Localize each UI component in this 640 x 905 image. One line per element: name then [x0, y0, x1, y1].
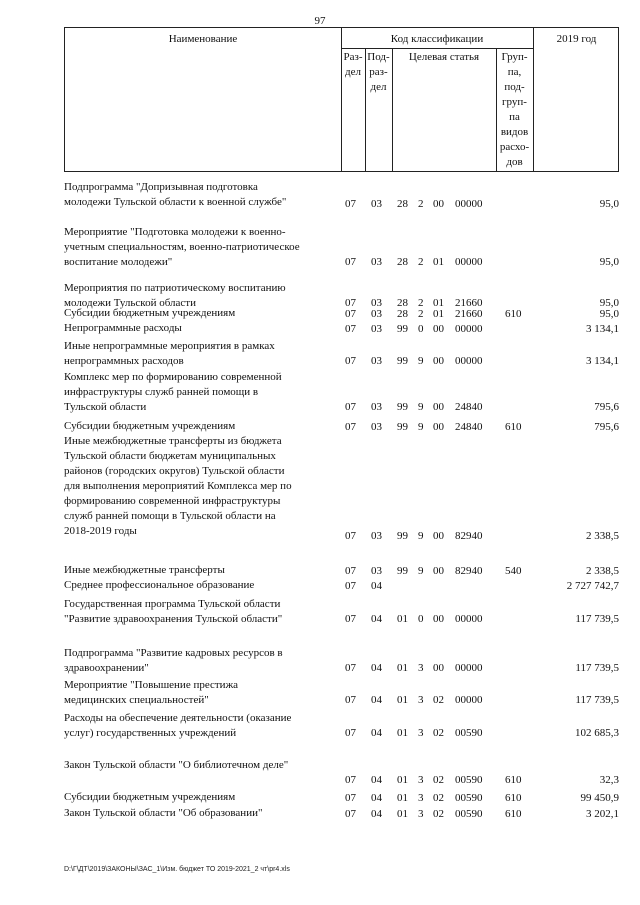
- cell-t2: 2: [418, 308, 424, 320]
- cell-pr: 03: [371, 256, 382, 268]
- cell-t1: 01: [397, 808, 408, 820]
- cell-t4: 00000: [455, 355, 483, 367]
- cell-pr: 04: [371, 580, 382, 592]
- row-name: Государственная программа Тульской области "Развитие здравоохранения Тульской области": [64, 598, 283, 625]
- cell-t4: 00000: [455, 256, 483, 268]
- cell-t3: 00: [433, 421, 444, 433]
- cell-t1: 28: [397, 198, 408, 210]
- cell-rz: 07: [345, 774, 356, 786]
- table-row: [64, 578, 619, 594]
- header-razdel: Раз- дел: [343, 51, 363, 78]
- table-row: [64, 646, 619, 676]
- cell-t4: 00000: [455, 613, 483, 625]
- cell-rz: 07: [345, 530, 356, 542]
- cell-grp: 540: [505, 565, 522, 577]
- row-name: Среднее профессиональное образование: [64, 579, 255, 591]
- cell-t3: 02: [433, 694, 444, 706]
- cell-t2: 3: [418, 662, 424, 674]
- cell-t4: 21660: [455, 297, 483, 309]
- cell-t1: 99: [397, 530, 408, 542]
- cell-rz: 07: [345, 323, 356, 335]
- cell-rz: 07: [345, 256, 356, 268]
- row-name: Иные межбюджетные трансферты из бюджета Тульской области бюджетам муниципальных районов (городских округов) Тульской области для выполнения мероприятий Комплекса мер по формированию современной инфраструктуры служб ранней помощи в Тульской области на 2018-2019 годы: [64, 435, 292, 537]
- cell-amount: 32,3: [599, 774, 619, 786]
- cell-amount: 95,0: [599, 297, 619, 309]
- cell-amount: 95,0: [599, 198, 619, 210]
- cell-t2: 9: [418, 421, 424, 433]
- cell-t3: 02: [433, 774, 444, 786]
- cell-pr: 03: [371, 401, 382, 413]
- cell-t3: 00: [433, 613, 444, 625]
- cell-t2: 9: [418, 401, 424, 413]
- cell-pr: 03: [371, 323, 382, 335]
- cell-amount: 99 450,9: [580, 792, 619, 804]
- cell-t1: 01: [397, 727, 408, 739]
- row-name: Подпрограмма "Развитие кадровых ресурсов в здравоохранении": [64, 647, 283, 674]
- cell-t4: 00000: [455, 323, 483, 335]
- cell-t3: 02: [433, 727, 444, 739]
- cell-amount: 3 202,1: [586, 808, 619, 820]
- cell-t4: 24840: [455, 421, 483, 433]
- header-year: 2019 год: [556, 33, 597, 45]
- table-row: [64, 790, 619, 806]
- row-name: Мероприятия по патриотическому воспитанию молодежи Тульской области: [64, 282, 286, 309]
- cell-t4: 21660: [455, 308, 483, 320]
- cell-amount: 95,0: [599, 256, 619, 268]
- row-name: Мероприятие "Подготовка молодежи к военно- учетным специальностям, военно-патриотическое воспитание молодежи": [64, 226, 300, 268]
- cell-t1: 01: [397, 774, 408, 786]
- cell-pr: 04: [371, 613, 382, 625]
- row-name: Закон Тульской области "О библиотечном деле": [64, 759, 289, 771]
- header-target: Целевая статья: [408, 51, 480, 63]
- cell-grp: 610: [505, 808, 522, 820]
- cell-amount: 3 134,1: [586, 355, 619, 367]
- table-row: [64, 370, 619, 415]
- cell-t3: 00: [433, 401, 444, 413]
- cell-pr: 04: [371, 662, 382, 674]
- table-row: [64, 339, 619, 369]
- cell-t1: 99: [397, 401, 408, 413]
- cell-rz: 07: [345, 792, 356, 804]
- table-row: [64, 711, 619, 741]
- cell-t3: 01: [433, 256, 444, 268]
- cell-t1: 01: [397, 662, 408, 674]
- row-name: Расходы на обеспечение деятельности (оказание услуг) государственных учреждений: [64, 712, 292, 739]
- cell-t2: 3: [418, 792, 424, 804]
- table-row: [64, 434, 619, 544]
- cell-rz: 07: [345, 580, 356, 592]
- row-name: Подпрограмма "Допризывная подготовка молодежи Тульской области к военной службе": [64, 181, 287, 208]
- cell-grp: 610: [505, 792, 522, 804]
- cell-rz: 07: [345, 727, 356, 739]
- cell-rz: 07: [345, 308, 356, 320]
- cell-t4: 00590: [455, 727, 483, 739]
- cell-rz: 07: [345, 662, 356, 674]
- row-name: Комплекс мер по формированию современной инфраструктуры служб ранней помощи в Тульской области: [64, 371, 282, 413]
- table-row: [64, 306, 619, 322]
- table-row: [64, 758, 619, 788]
- cell-t4: 82940: [455, 565, 483, 577]
- table-row: [64, 321, 619, 337]
- cell-pr: 04: [371, 792, 382, 804]
- cell-t2: 0: [418, 323, 424, 335]
- cell-pr: 04: [371, 808, 382, 820]
- cell-t4: 82940: [455, 530, 483, 542]
- cell-t2: 2: [418, 198, 424, 210]
- header-podrazdel: Под- раз- дел: [367, 51, 390, 93]
- cell-t4: 00590: [455, 792, 483, 804]
- cell-pr: 03: [371, 355, 382, 367]
- cell-t2: 3: [418, 774, 424, 786]
- cell-pr: 03: [371, 565, 382, 577]
- cell-t1: 99: [397, 355, 408, 367]
- cell-pr: 04: [371, 774, 382, 786]
- cell-pr: 03: [371, 530, 382, 542]
- cell-t3: 00: [433, 530, 444, 542]
- cell-t4: 00590: [455, 774, 483, 786]
- cell-t2: 3: [418, 694, 424, 706]
- cell-t4: 00590: [455, 808, 483, 820]
- table-row: [64, 180, 619, 212]
- cell-t2: 0: [418, 613, 424, 625]
- cell-pr: 03: [371, 198, 382, 210]
- row-name: Иные непрограммные мероприятия в рамках непрограммных расходов: [64, 340, 275, 367]
- cell-rz: 07: [345, 297, 356, 309]
- table-row: [64, 563, 619, 579]
- cell-t4: 00000: [455, 198, 483, 210]
- cell-grp: 610: [505, 421, 522, 433]
- cell-t1: 28: [397, 308, 408, 320]
- cell-t3: 01: [433, 297, 444, 309]
- cell-rz: 07: [345, 401, 356, 413]
- row-name: Мероприятие "Повышение престижа медицинских специальностей": [64, 679, 239, 706]
- cell-t2: 2: [418, 297, 424, 309]
- cell-pr: 03: [371, 421, 382, 433]
- cell-t2: 2: [418, 256, 424, 268]
- row-name: Закон Тульской области "Об образовании": [64, 807, 263, 819]
- table-row: [64, 806, 619, 822]
- cell-t1: 28: [397, 297, 408, 309]
- cell-t1: 01: [397, 694, 408, 706]
- cell-amount: 2 727 742,7: [566, 580, 619, 592]
- cell-t3: 00: [433, 565, 444, 577]
- cell-rz: 07: [345, 355, 356, 367]
- row-name: Субсидии бюджетным учреждениям: [64, 307, 236, 319]
- cell-t3: 02: [433, 792, 444, 804]
- cell-t1: 01: [397, 613, 408, 625]
- file-path-footer: D:\Г\ДТ\2019\ЗАКОНЫ\ЗАС_1\Изм. бюджет ТО 2019-2021_2 чт\pr4.xls: [64, 866, 290, 873]
- cell-t1: 28: [397, 256, 408, 268]
- row-name: Непрограммные расходы: [64, 322, 182, 334]
- cell-rz: 07: [345, 198, 356, 210]
- cell-amount: 117 739,5: [575, 613, 619, 625]
- cell-t2: 3: [418, 808, 424, 820]
- cell-pr: 04: [371, 694, 382, 706]
- cell-rz: 07: [345, 421, 356, 433]
- cell-t3: 00: [433, 662, 444, 674]
- cell-grp: 610: [505, 774, 522, 786]
- row-name: Иные межбюджетные трансферты: [64, 564, 225, 576]
- cell-t4: 00000: [455, 694, 483, 706]
- cell-amount: 117 739,5: [575, 694, 619, 706]
- cell-t2: 9: [418, 530, 424, 542]
- cell-rz: 07: [345, 808, 356, 820]
- row-name: Субсидии бюджетным учреждениям: [64, 791, 236, 803]
- cell-amount: 795,6: [594, 401, 619, 413]
- cell-t3: 01: [433, 308, 444, 320]
- cell-rz: 07: [345, 613, 356, 625]
- cell-t1: 01: [397, 792, 408, 804]
- cell-amount: 102 685,3: [575, 727, 619, 739]
- header-name: Наименование: [168, 33, 238, 45]
- cell-t3: 00: [433, 323, 444, 335]
- cell-amount: 2 338,5: [586, 565, 619, 577]
- cell-t2: 9: [418, 355, 424, 367]
- cell-t1: 99: [397, 323, 408, 335]
- cell-t2: 3: [418, 727, 424, 739]
- cell-t4: 24840: [455, 401, 483, 413]
- cell-t2: 9: [418, 565, 424, 577]
- cell-rz: 07: [345, 565, 356, 577]
- cell-t3: 02: [433, 808, 444, 820]
- cell-amount: 3 134,1: [586, 323, 619, 335]
- cell-amount: 117 739,5: [575, 662, 619, 674]
- header-classification: Код классификации: [390, 33, 484, 45]
- cell-t3: 00: [433, 355, 444, 367]
- cell-pr: 03: [371, 297, 382, 309]
- cell-pr: 03: [371, 308, 382, 320]
- cell-amount: 95,0: [599, 308, 619, 320]
- cell-pr: 04: [371, 727, 382, 739]
- cell-amount: 795,6: [594, 421, 619, 433]
- table-row: [64, 678, 619, 708]
- cell-amount: 2 338,5: [586, 530, 619, 542]
- header-group: Груп- па, под- груп- па видов расхо- дов: [499, 51, 530, 168]
- row-name: Субсидии бюджетным учреждениям: [64, 420, 236, 432]
- cell-t3: 00: [433, 198, 444, 210]
- cell-t1: 99: [397, 565, 408, 577]
- cell-t4: 00000: [455, 662, 483, 674]
- table-row: [64, 225, 619, 270]
- cell-grp: 610: [505, 308, 522, 320]
- table-row: [64, 419, 619, 435]
- cell-rz: 07: [345, 694, 356, 706]
- table-row: [64, 597, 619, 627]
- cell-t1: 99: [397, 421, 408, 433]
- page-number: 97: [314, 15, 326, 27]
